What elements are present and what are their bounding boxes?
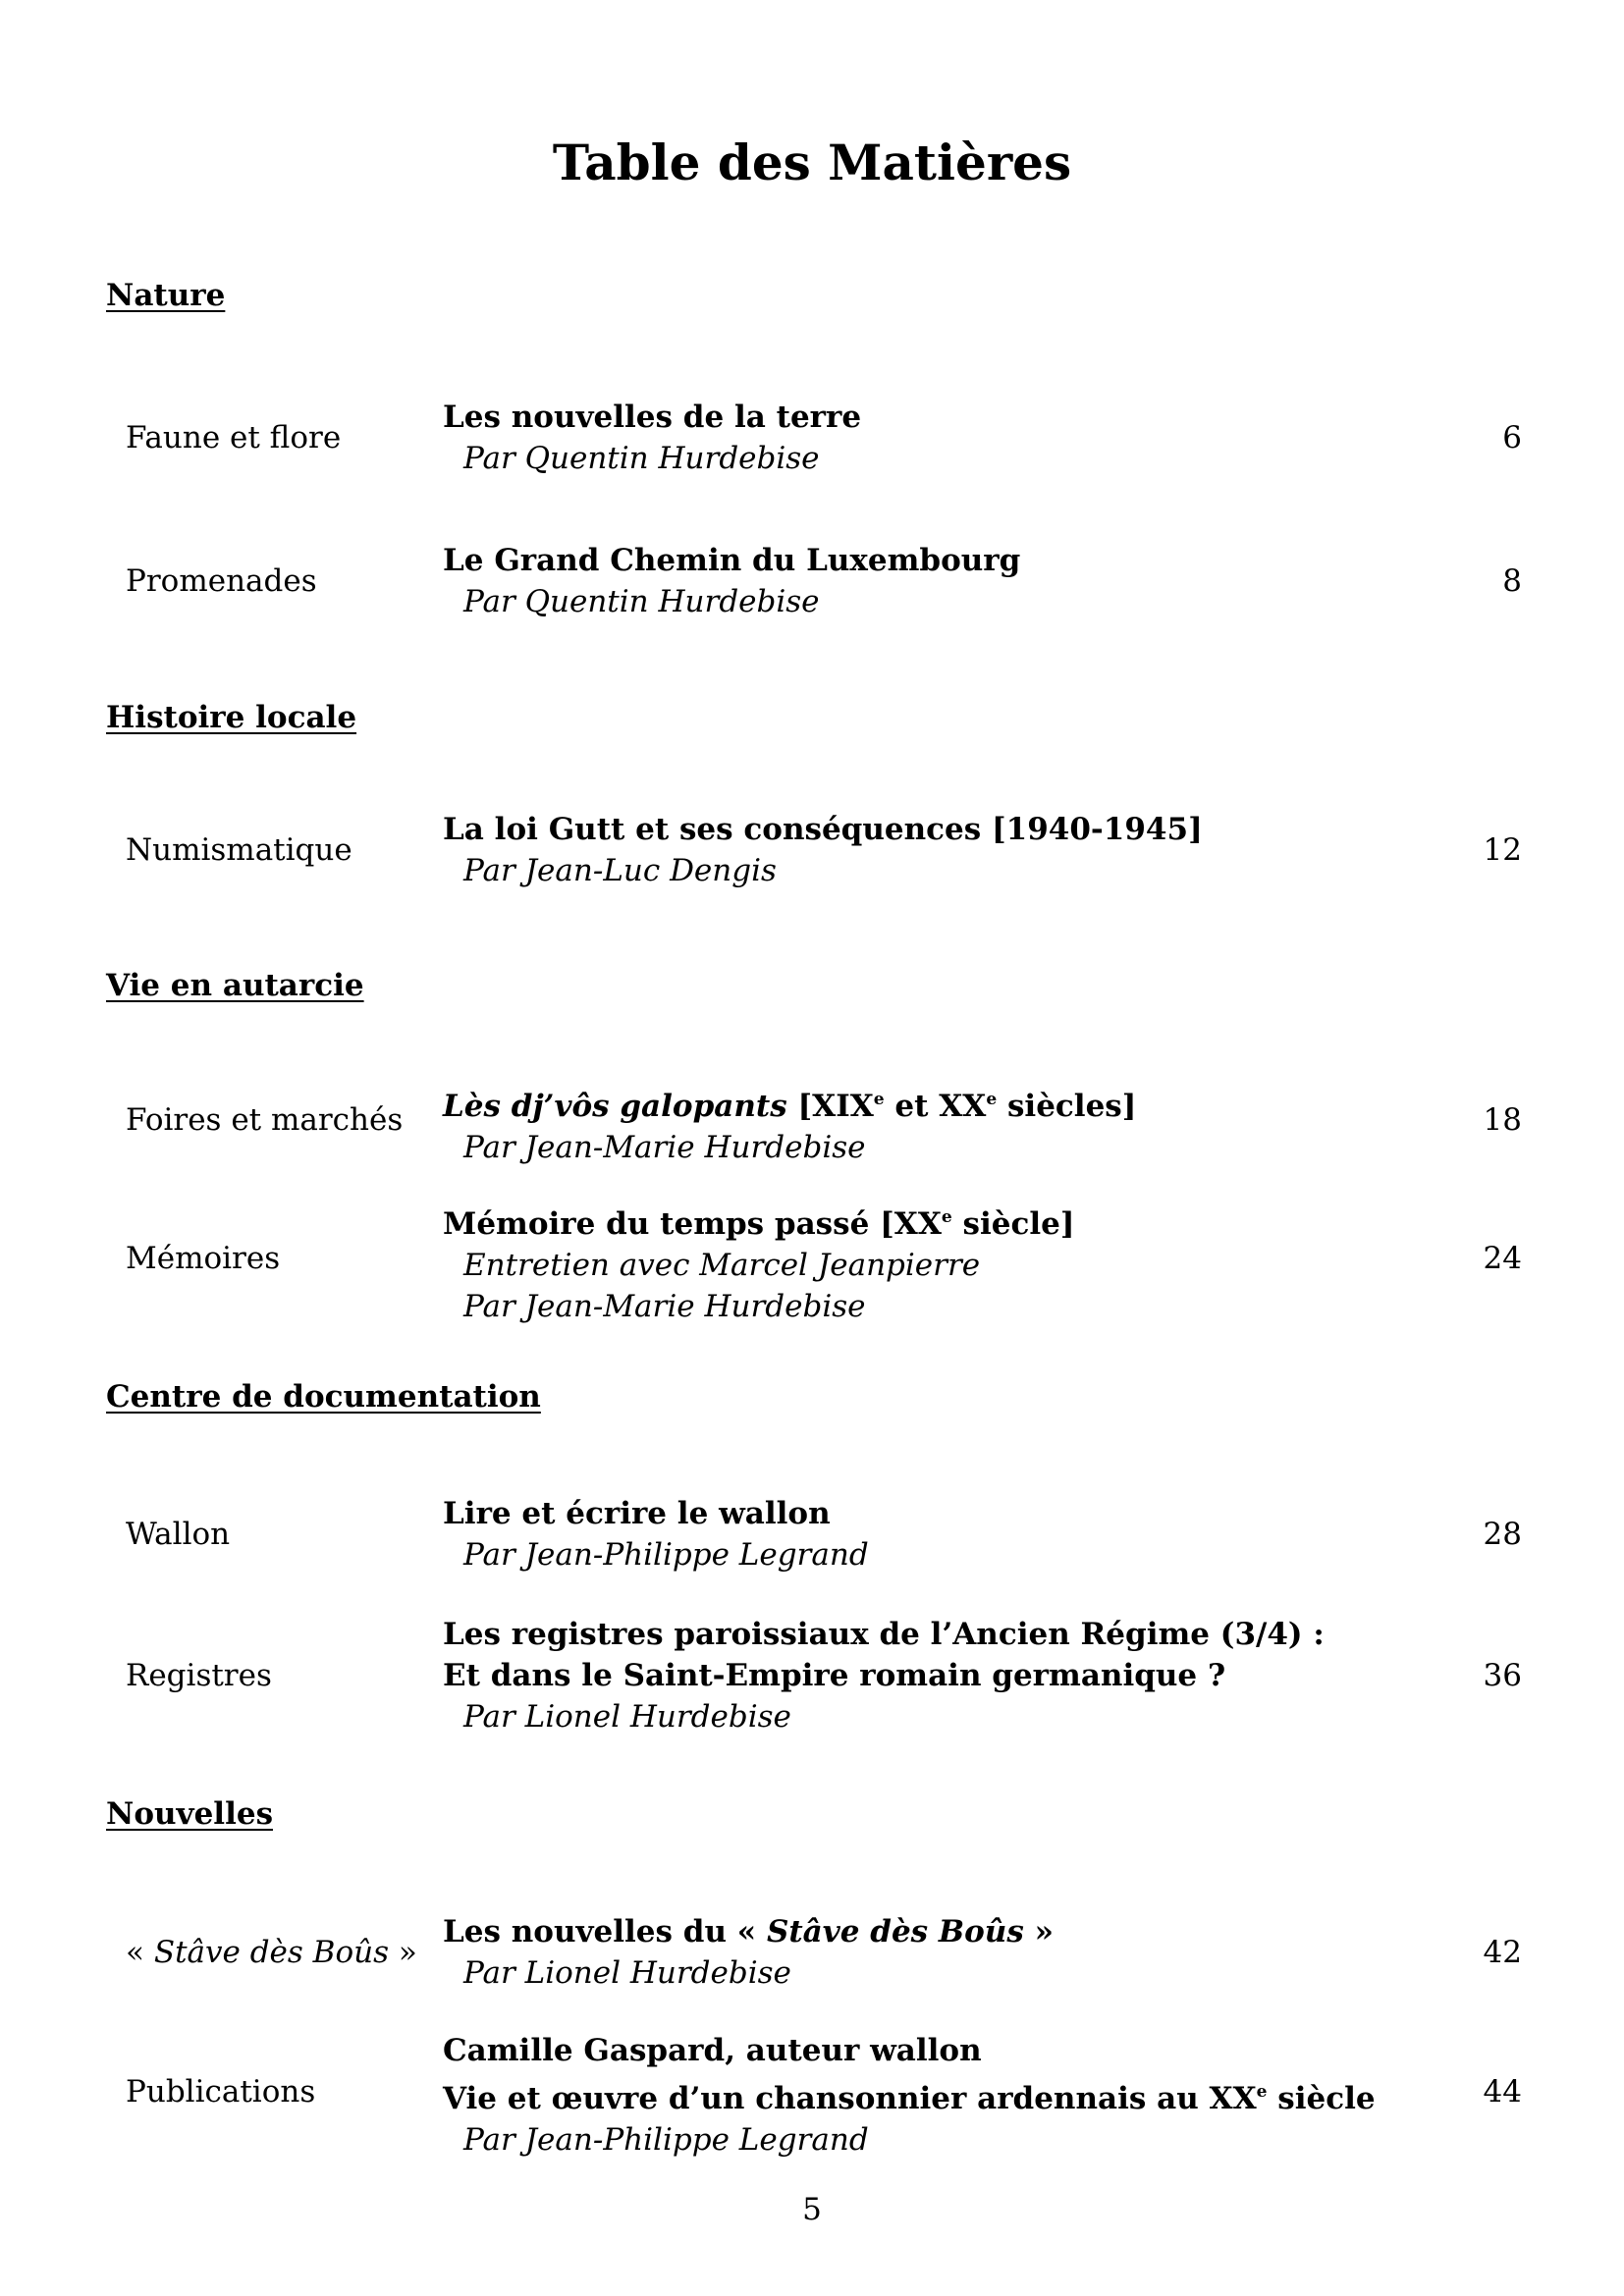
- entry-author: Par Quentin Hurdebise: [463, 584, 820, 619]
- footer-page-number: 5: [802, 2192, 822, 2227]
- section-heading-centre-de-documentation: Centre de documentation: [106, 1379, 541, 1415]
- entry-page-number: 6: [1502, 420, 1522, 455]
- toc-entry-registres: [443, 1614, 1325, 1737]
- entry-subtitle: Entretien avec Marcel Jeanpierre: [463, 1247, 981, 1283]
- toc-entry-wallon: [443, 1493, 869, 1575]
- toc-entry-memoires: [443, 1197, 1075, 1327]
- entry-author: Par Jean-Marie Hurdebise: [463, 1129, 866, 1165]
- rubric-wallon: Wallon: [126, 1517, 231, 1552]
- entry-page-number: 12: [1483, 832, 1522, 868]
- toc-entry-foires: [443, 1079, 1136, 1168]
- entry-page-number: 8: [1502, 563, 1522, 599]
- entry-page-number: 18: [1483, 1102, 1522, 1138]
- rubric-memoires: Mémoires: [126, 1241, 281, 1276]
- entry-page-number: 24: [1483, 1241, 1522, 1276]
- entry-title: La loi Gutt et ses conséquences [1940-1945]: [443, 812, 1203, 847]
- entry-author: Par Jean-Philippe Legrand: [463, 1537, 869, 1573]
- toc-entry-numismatique: [443, 809, 1203, 891]
- section-heading-nouvelles: Nouvelles: [106, 1796, 274, 1832]
- entry-title: Les registres paroissiaux de l’Ancien Régime (3/4) :: [443, 1617, 1325, 1652]
- entry-title: Les nouvelles de la terre: [443, 400, 862, 435]
- entry-title: Lire et écrire le wallon: [443, 1496, 831, 1531]
- toc-entry-stave: [443, 1911, 1054, 1994]
- entry-page-number: 36: [1483, 1658, 1522, 1693]
- section-heading-histoire-locale: Histoire locale: [106, 700, 357, 735]
- entry-author: Par Quentin Hurdebise: [463, 441, 820, 476]
- rubric-promenades: Promenades: [126, 563, 317, 599]
- entry-page-number: 28: [1483, 1517, 1522, 1552]
- entry-title: Lès dj’vôs galopants [XIXe et XXe siècles]: [443, 1088, 1137, 1124]
- entry-title-line-2: Et dans le Saint-Empire romain germanique ?: [443, 1658, 1226, 1693]
- entry-page-number: 42: [1483, 1935, 1522, 1970]
- toc-entry-publications: [443, 2030, 1376, 2161]
- entry-title-line-2: Vie et œuvre d’un chansonnier ardennais au XXe siècle: [443, 2080, 1376, 2116]
- rubric-foires-et-marches: Foires et marchés: [126, 1102, 404, 1138]
- entry-title: Mémoire du temps passé [XXe siècle]: [443, 1205, 1075, 1242]
- entry-title: Le Grand Chemin du Luxembourg: [443, 543, 1021, 578]
- rubric-publications: Publications: [126, 2074, 316, 2109]
- entry-title: Camille Gaspard, auteur wallon: [443, 2033, 982, 2068]
- entry-author: Par Jean-Philippe Legrand: [463, 2121, 869, 2158]
- section-heading-nature: Nature: [106, 278, 226, 313]
- entry-page-number: 44: [1483, 2074, 1522, 2109]
- entry-author: Par Lionel Hurdebise: [463, 1955, 791, 1991]
- page-title: Table des Matières: [552, 133, 1072, 191]
- toc-entry-faune: [443, 397, 861, 479]
- rubric-faune-et-flore: Faune et flore: [126, 420, 342, 455]
- rubric-numismatique: Numismatique: [126, 832, 352, 868]
- rubric-registres: Registres: [126, 1658, 272, 1693]
- entry-author: Par Jean-Luc Dengis: [463, 853, 777, 888]
- section-heading-vie-en-autarcie: Vie en autarcie: [106, 968, 364, 1003]
- entry-author: Par Jean-Marie Hurdebise: [463, 1288, 866, 1324]
- rubric-stave-des-bous: « Stâve dès Boûs »: [126, 1935, 417, 1970]
- entry-title: Les nouvelles du « Stâve dès Boûs »: [443, 1914, 1054, 1949]
- toc-entry-promenades: [443, 540, 1020, 622]
- entry-author: Par Lionel Hurdebise: [463, 1699, 791, 1735]
